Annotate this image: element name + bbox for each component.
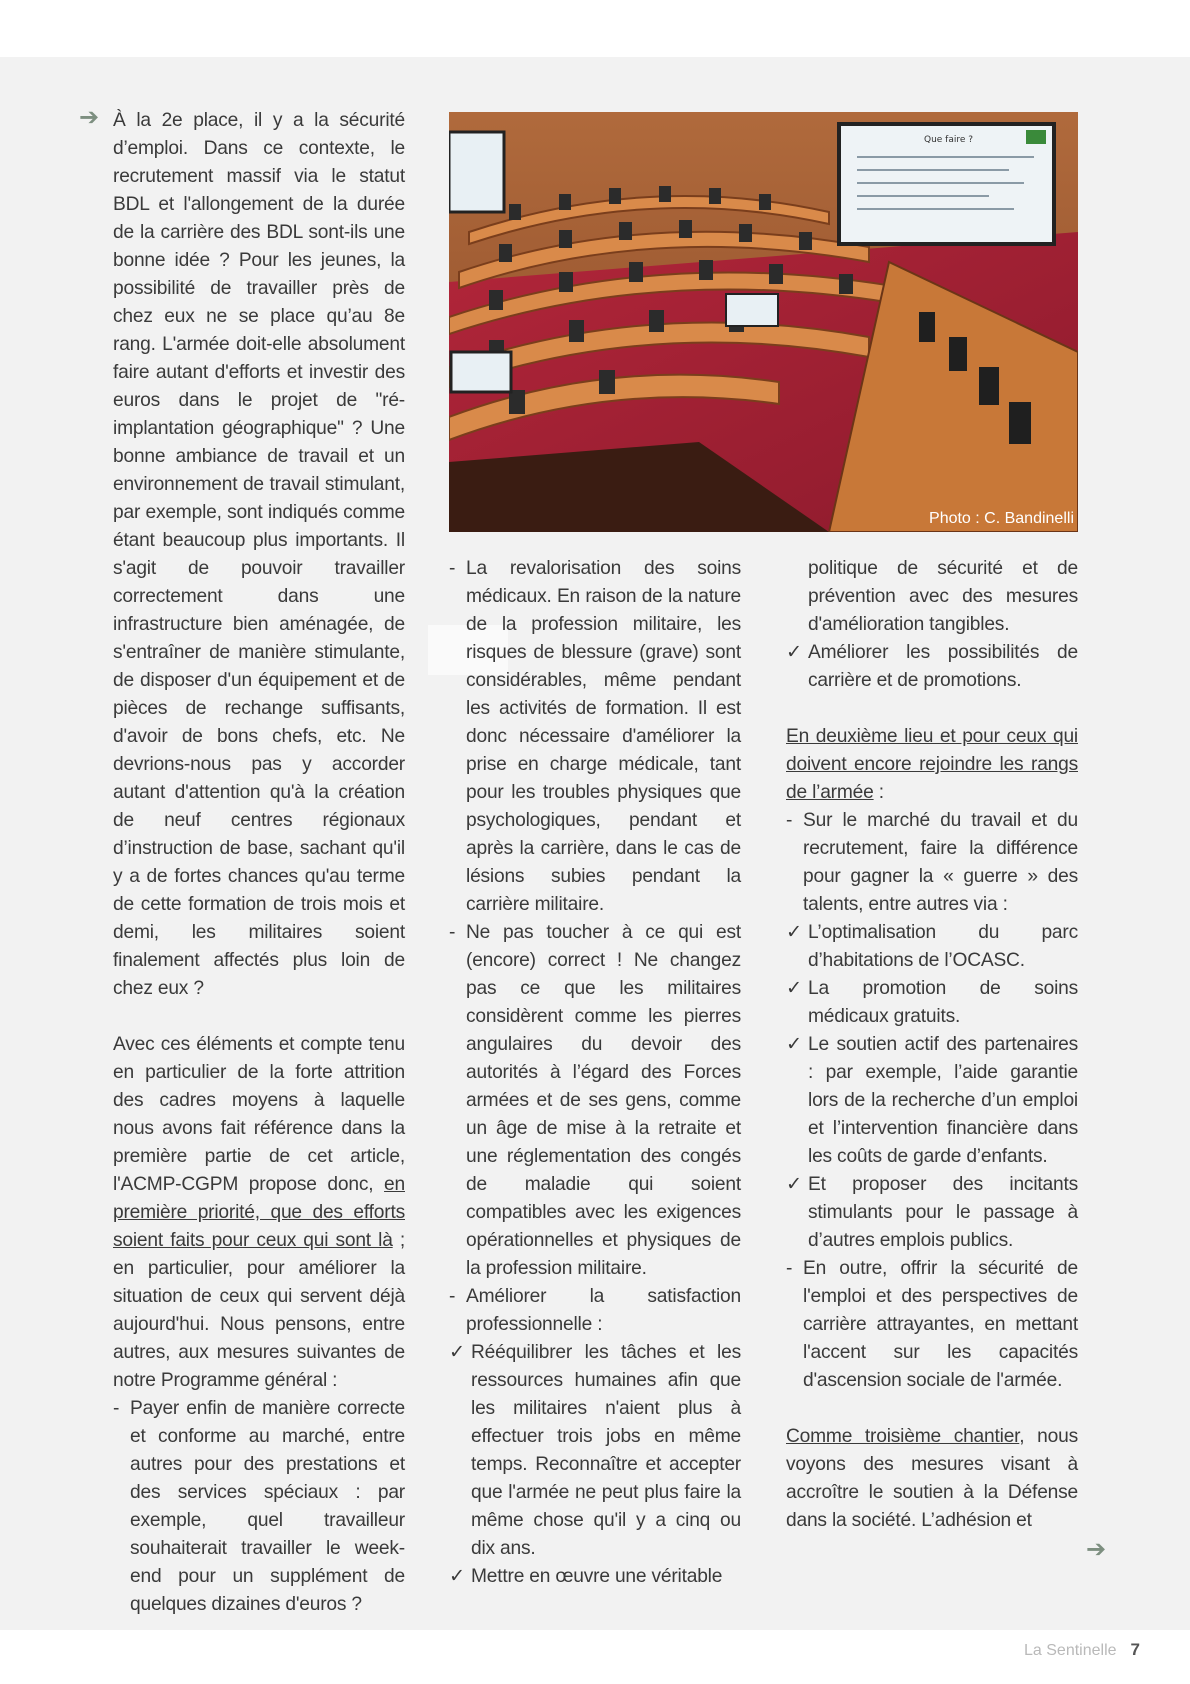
assembly-photo: [449, 112, 1078, 532]
underlined-priority: en première priorité, que des efforts soient faits pour ceux qui sont là: [113, 1174, 405, 1251]
page-footer: [1024, 1640, 1140, 1660]
check-item-partners: ✓ Le soutien actif des partenaires : par exemple, l’aide garantie lors de la recherche d’un emploi et l’intervention financière dans les coûts de garde d’enfants.: [786, 1031, 1078, 1171]
list-item-keep-correct: - Ne pas toucher à ce qui est (encore) correct ! Ne changez pas ce que les militaires considèrent comme les pierres angulaires du devoir des autorités à l’égard des Forces armées et de ses gens, comme un âge de mise à la retraite et une réglementation des congés de maladie qui soient compatibles avec les exigences opérationnelles et physiques de la profession militaire.: [449, 919, 741, 1283]
photo-credit: Photo : C. Bandinelli: [929, 510, 1074, 527]
check-item-safety-policy-cont: politique de sécurité et de prévention avec des mesures d'amélioration tangibles.: [808, 558, 1078, 635]
page-top-margin: [0, 0, 1190, 57]
check-item-safety-policy: ✓ Mettre en œuvre une véritable: [449, 1563, 741, 1591]
screen-title: Que faire ?: [924, 135, 974, 145]
check-item-career: ✓ Améliorer les possibilités de carrière et de promotions.: [786, 639, 1078, 695]
paragraph-job-security: À la 2e place, il y a la sécurité d’emploi. Dans ce contexte, le recrutement massif via le statut BDL et l'allongement de la durée de la carrière des BDL sont-ils une bonne idée ? Pour les jeunes, la possibilité de travailler près de chez eux ne se place qu’au 8e rang. L'armée doit-elle absolument faire autant d'efforts et investir des euros dans le projet de "ré-implantation géographique" ? Une bonne ambiance de travail et un environnement de travail stimulant, par exemple, sont indiqués comme étant beaucoup plus importants. Il s'agit de pouvoir travailler correctement dans une infrastructure bien aménagée, de s'entraîner de manière stimulante, de disposer d'un équipement et de pièces de rechange suffisants, d'avoir de bons chefs, etc. Ne devrions-nous pas y accorder autant d'attention qu'à la création de neuf centres régionaux d’instruction de base, sachant qu'il y a de fortes chances qu'au terme de cette formation de trois mois et demi, les militaires soient finalement affectés plus loin de chez eux ?: [113, 110, 405, 999]
check-item-rebalance: ✓ Rééquilibrer les tâches et les ressources humaines afin que les militaires n'aient plus à effectuer trois jobs en même temps. Reconnaître et accepter que l'armée ne peut plus faire la même chose qu'il y a cinq ou dix ans.: [449, 1339, 741, 1563]
list-item-pay: - Payer enfin de manière correcte et conforme au marché, entre autres pour des prestations et des services spéciaux : par exemple, quel travailleur souhaiterait travailler le week-end pour un supplément de quelques dizaines d'euros ?: [113, 1395, 405, 1619]
magazine-name: La Sentinelle: [1024, 1642, 1117, 1659]
paragraph-third-priority: Comme troisième chantier, nous voyons des mesures visant à accroître le soutien à la Défense dans la société. L’adhésion et: [786, 1426, 1078, 1531]
page-number: 7: [1130, 1640, 1140, 1659]
check-item-housing: ✓ L’optimalisation du parc d’habitations de l’OCASC.: [786, 919, 1078, 975]
assembly-hall-illustration: [449, 112, 1078, 532]
list-item-job-security: - En outre, offrir la sécurité de l'emploi et des perspectives de carrière attrayantes, en mettant l'accent sur les capacités d'ascension sociale de l'armée.: [786, 1255, 1078, 1395]
check-item-incentives: ✓ Et proposer des incitants stimulants pour le passage à d’autres emplois publics.: [786, 1171, 1078, 1255]
page-bottom-margin: [0, 1630, 1190, 1684]
continuation-arrow-icon: ➔: [79, 104, 100, 131]
continue-arrow-icon: ➔: [1086, 1536, 1107, 1563]
column-3: [786, 555, 1078, 1535]
column-1: [113, 107, 405, 1619]
paragraph-proposal: Avec ces éléments et compte tenu en particulier de la forte attrition des cadres moyens à laquelle nous avons fait référence dans la première partie de cet article, l'ACMP-CGPM propose donc, en première priorité, que des efforts soient faits pour ceux qui sont là ; en particulier, pour améliorer la situation de ceux qui servent déjà aujourd'hui. Nous pensons, entre autres, aux mesures suivantes de notre Programme général :: [113, 1034, 405, 1391]
list-item-medical-care: - La revalorisation des soins médicaux. En raison de la nature de la profession militaire, les risques de blessure (grave) sont considérables, même pendant les activités de formation. Il est donc nécessaire d'améliorer la prise en charge médicale, tant pour les troubles physiques que psychologiques, pendant et après la carrière, dans le cas de lésions subies pendant la carrière militaire.: [449, 555, 741, 919]
column-2: [449, 555, 741, 1591]
list-item-recruitment: - Sur le marché du travail et du recrutement, faire la différence pour gagner la « guerre » des talents, entre autres via :: [786, 807, 1078, 919]
check-item-free-care: ✓ La promotion de soins médicaux gratuits.: [786, 975, 1078, 1031]
list-item-job-satisfaction: - Améliorer la satisfaction professionnelle :: [449, 1283, 741, 1339]
second-priority-heading: En deuxième lieu et pour ceux qui doivent encore rejoindre les rangs de l’armée :: [786, 726, 1078, 803]
